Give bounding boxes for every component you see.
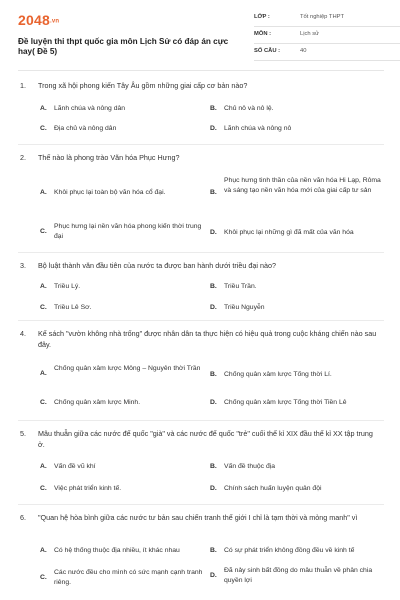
answer-letter: B. [210,371,217,378]
question-3 [18,260,384,320]
question-text: Thế nào là phong trào Văn hóa Phục Hưng? [38,153,180,162]
logo-main-text: 2048 [18,12,50,28]
question-text: Mâu thuẫn giữa các nước đế quốc "già" và các nước đế quốc "trẻ" cuối thế kỉ XIX đầu thế kỉ XX tập trung ở. [38,429,373,449]
question-text: Kế sách "vườn không nhà trống" được nhân dân ta thực hiện có hiệu quả trong cuộc kháng chiến nào sau đây. [38,329,377,349]
question-divider [18,320,384,321]
meta-value-question-count: 40 [300,48,307,54]
answer-letter: B. [210,547,217,554]
answer-text: Chống quân xâm lược Minh. [54,399,141,406]
meta-value-subject: Lịch sử [300,31,320,37]
meta-label-grade: LỚP : [254,14,270,20]
answer-text: Có sự phát triển không đồng đều về kinh tế [224,547,355,554]
answer-letter: A. [40,463,47,470]
question-number: 6. [20,513,26,522]
answer-letter: C. [40,125,47,132]
answer-letter: D. [210,304,217,311]
answer-text: Vấn đề vũ khí [54,463,96,470]
answer-text: Việc phát triển kinh tế. [54,485,122,492]
exam-header [18,10,384,62]
question-2 [18,152,384,252]
answer-letter: B. [210,283,217,290]
answer-letter: D. [210,399,217,406]
question-divider [18,504,384,505]
answer-letter: C. [40,485,47,492]
answer-text: Chống quân xâm lược Tống thời Tiền Lê [224,399,347,406]
answer-text: Lãnh chúa và nông nô [224,125,292,132]
answer-text: Khôi phục lại những gì đã mất của văn hóa [224,229,354,236]
answer-text: Chủ nô và nô lệ. [224,105,274,112]
answer-text: Triều Lý. [54,283,81,290]
question-1 [18,80,384,140]
answer-letter: D. [210,125,217,132]
question-divider [18,144,384,145]
answer-text: Phục hưng tinh thần của nền văn hóa Hi Lạp, Rôma và sáng tạo nền văn hóa mới của giai cấp tư sản [224,177,381,194]
exam-meta-table [254,10,400,61]
answer-letter: D. [210,229,217,236]
meta-row-question-count [254,44,400,61]
question-number: 2. [20,153,26,162]
answer-letter: A. [40,370,47,377]
answer-text: Chống quân xâm lược Tống thời Lí. [224,371,332,378]
answer-letter: D. [210,485,217,492]
question-4 [18,328,384,420]
question-divider [18,252,384,253]
answer-letter: B. [210,105,217,112]
answer-letter: B. [210,463,217,470]
site-logo[interactable] [18,12,59,28]
meta-value-grade: Tốt nghiệp THPT [300,14,345,20]
answer-letter: A. [40,283,47,290]
answer-letter: A. [40,105,47,112]
meta-row-grade [254,10,400,27]
question-text: Bộ luật thành văn đầu tiên của nước ta được ban hành dưới triều đại nào? [38,261,276,270]
answer-text: Các nước đều cho mình có sức mạnh cạnh tranh riêng. [54,569,203,586]
question-text: Trong xã hội phong kiến Tây Âu gồm những giai cấp cơ bản nào? [38,81,248,90]
question-number: 5. [20,429,26,438]
question-5 [18,428,384,504]
answer-text: Có hệ thống thuộc địa nhiều, ít khác nhau [54,547,180,554]
answer-letter: A. [40,189,47,196]
question-6 [18,512,384,600]
answer-letter: C. [40,304,47,311]
answer-text: Lãnh chúa và nông dân [54,105,126,112]
answer-text: Đã nảy sinh bất đồng do mâu thuẫn về phân chia quyền lợi [224,567,373,584]
meta-row-subject [254,27,400,44]
answer-text: Triều Nguyễn [224,304,265,311]
answer-text: Triều Lê Sơ. [54,304,92,311]
meta-label-subject: MÔN : [254,31,272,37]
answer-text: Địa chủ và nông dân [54,125,117,132]
question-divider [18,420,384,421]
answer-letter: B. [210,189,217,196]
meta-label-question-count: SỐ CÂU : [254,48,281,54]
answer-text: Vấn đề thuộc địa [224,463,276,470]
answer-text: Triều Trần. [224,283,257,290]
header-divider [18,70,384,71]
answer-text: Phục hưng lại nền văn hóa phong kiến thời trung đại [54,223,202,240]
answer-letter: A. [40,547,47,554]
answer-letter: D. [210,572,217,579]
answer-text: Chính sách huấn luyện quân đội [224,485,322,492]
answer-text: Khôi phục lại toàn bộ văn hóa cổ đại. [54,189,166,196]
logo-suffix-text: .vn [49,18,60,25]
question-number: 3. [20,261,26,270]
exam-title: Đề luyện thi thpt quốc gia môn Lịch Sử có đáp án cực hay( Đề 5) [18,37,229,56]
question-text: "Quan hệ hòa bình giữa các nước tư bản sau chiến tranh thế giới I chỉ là tạm thời và mỏng manh" vì [38,513,358,522]
question-number: 1. [20,81,26,90]
answer-letter: C. [40,574,47,581]
answer-letter: C. [40,228,47,235]
question-number: 4. [20,329,26,338]
answer-text: Chống quân xâm lược Mông – Nguyên thời Trần [54,365,201,372]
answer-letter: C. [40,399,47,406]
